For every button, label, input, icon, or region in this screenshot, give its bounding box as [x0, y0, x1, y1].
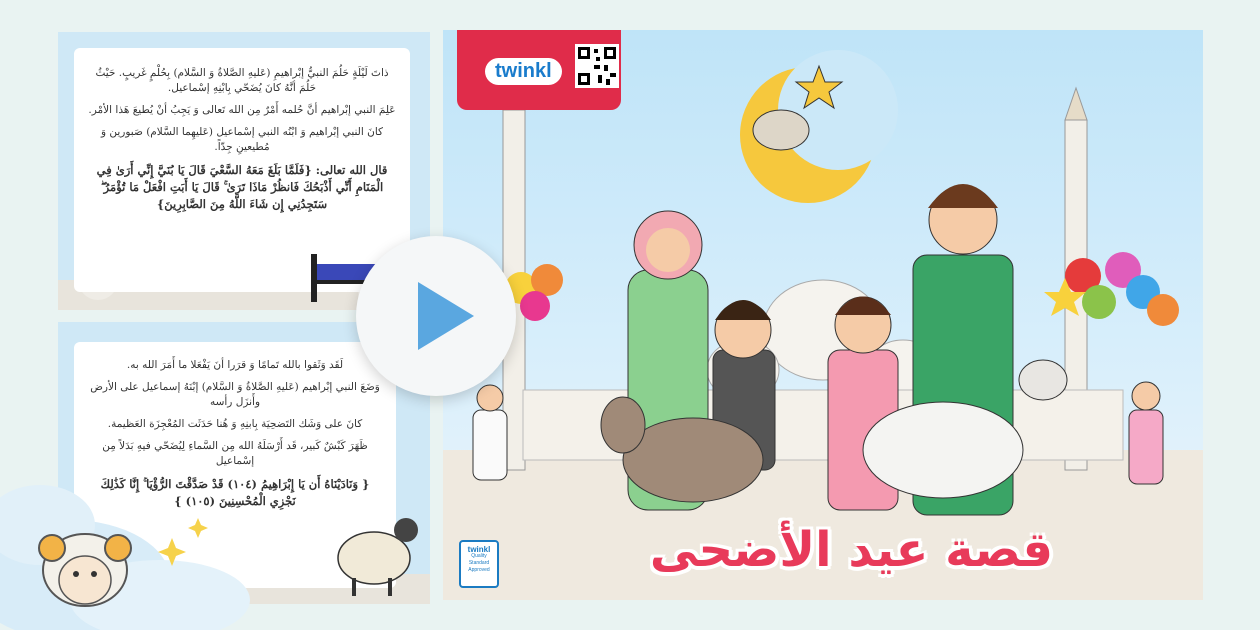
twinkl-logo: twinkl	[485, 58, 562, 85]
story-paragraph: ذاتَ لَيْلَةٍ حَلُمَ النبيُّ إبْراهيمِ (عَليهِ الصَّلاةُ وَ السَّلام) بِحُلْمٍ غَريبٍ. حَيْثُ حَلُمَ أنَّهُ كانَ يُضَحّي بِابْنِهِ إسْماعيل.	[95, 67, 389, 94]
cover-title: قصة عيد الأضحى	[649, 522, 1053, 578]
story-paragraph: لَقَد وَثَقوا بالله تَمامًا وَ قرَرا أنَ يَفْعَلا ما أَمَرَ الله به.	[126, 359, 344, 371]
cover-illustration	[443, 30, 1203, 600]
badge-brand: twinkl	[467, 545, 491, 554]
play-icon	[356, 236, 516, 396]
qr-code-icon[interactable]	[575, 44, 619, 88]
story-paragraph: وَضَعَ النبي إبْراهيم (عَليهِ الصَّلاةُ وَ السَّلام) إبْنَهُ إسماعيل على الأرض وأَنزَل رأسه	[90, 381, 380, 408]
quran-quote: قال الله تعالى: {فَلَمَّا بَلَغَ مَعَهُ السَّعْيَ قَالَ يَا بُنَيَّ إِنِّي أَرَىٰ فِي الْمَنَامِ أَنِّي أَذْبَحُكَ فَانظُرْ مَاذَا تَرَىٰ ۚ قَالَ يَا أَبَتِ افْعَلْ مَا تُؤْمَرُ ۖ سَتَجِدُنِي إِن شَاءَ اللَّهُ مِنَ الصَّابِرِينَ}	[96, 163, 388, 211]
story-paragraph: ظَهَرَ كَبْشٌ كَبير، قَد أَرْسَلَهُ الله مِن السَّماءِ لِيُضَحّي فيهِ بَدَلاً مِن إسْماعيل	[102, 440, 368, 467]
ram-illustration	[326, 500, 426, 600]
twinkl-badge	[457, 30, 621, 110]
quran-quote: { وَنَادَيْنَاهُ أَن يَا إِبْرَاهِيمُ (١٠٤) قَدْ صَدَّقْتَ الرُّؤْيَا ۚ إِنَّا كَذَٰلِكَ نَجْزِي الْمُحْسِنِينَ (١٠٥) }	[100, 477, 370, 508]
story-paragraph: كانَ على وَشَك التَضحِيَة بِابنِهِ وَ هُنا حَدَثَت المُعْجِزَة العَظيمة.	[107, 418, 363, 430]
badge-line-1: Quality Standard	[468, 553, 490, 566]
play-button[interactable]	[356, 236, 516, 396]
clouds-sheep-decoration	[0, 430, 270, 630]
badge-line-2: Approved	[468, 567, 490, 573]
cover-slide[interactable]	[443, 30, 1203, 600]
quality-standard-badge	[459, 540, 499, 588]
story-paragraph: عَلِمَ النبي إبْراهيم أنَّ حُلمه أَمْرٌ مِن الله تَعالى وَ يَجِبُ أنْ يُطيعَ هَذا الأمْر.	[88, 104, 396, 116]
story-paragraph: كانَ النبي إبْراهيم وَ ابْنُه النبي إسْماعيل (عَليهِما السَّلام) صَبورين وَ مُطيعينِ جِدّاً.	[100, 126, 384, 153]
